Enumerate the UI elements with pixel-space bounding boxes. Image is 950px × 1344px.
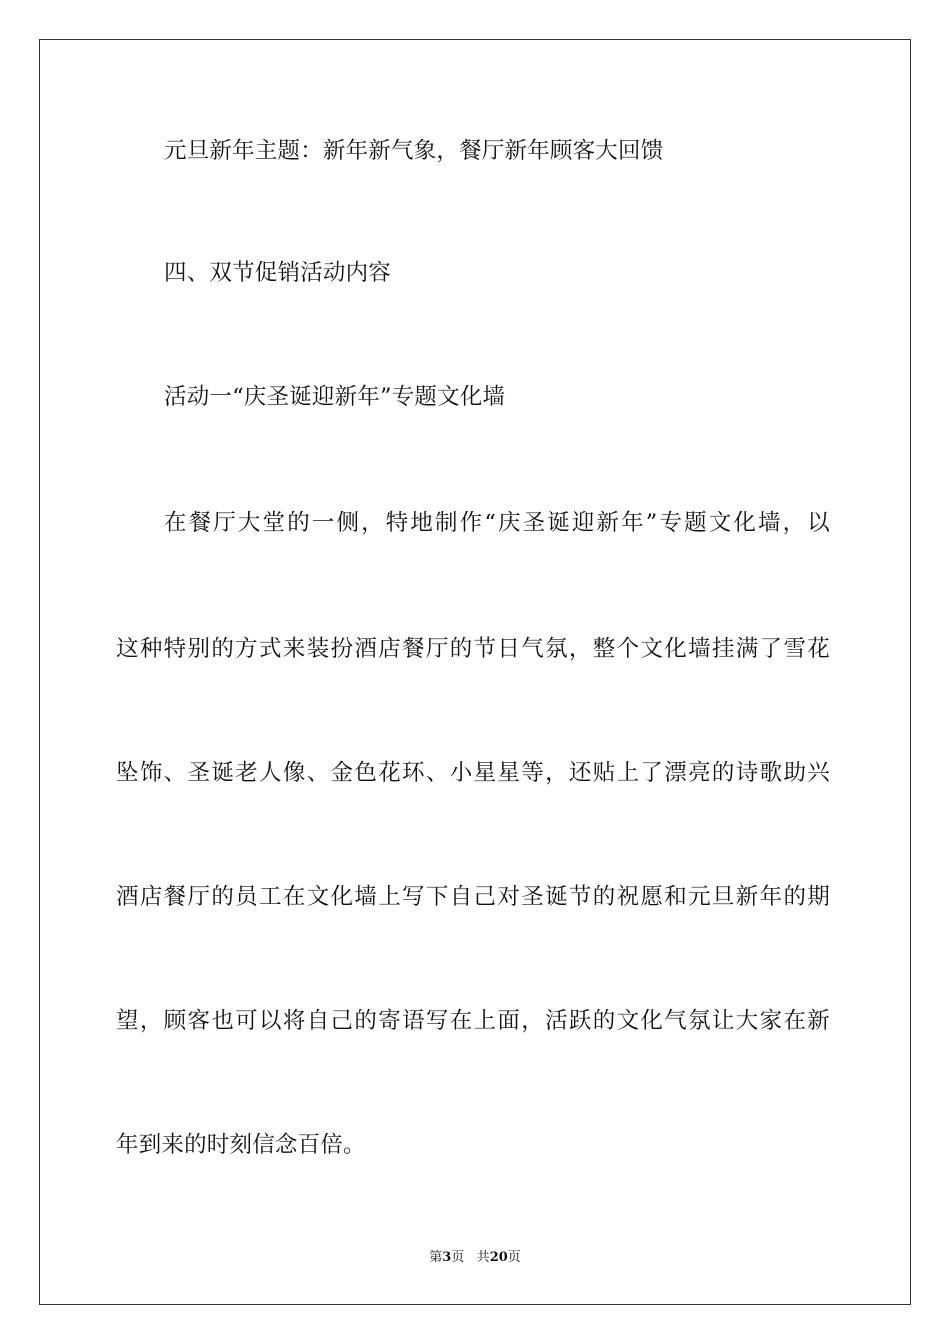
paragraph-line: 坠饰、圣诞老人像、金色花环、小星星等，还贴上了漂亮的诗歌助兴 (116, 760, 830, 786)
paragraph-line: 年到来的时刻信念百倍。 (116, 1132, 366, 1158)
page-border (39, 39, 911, 1305)
paragraph-line: 酒店餐厅的员工在文化墙上写下自己对圣诞节的祝愿和元旦新年的期 (116, 884, 830, 910)
section-heading: 四、双节促销活动内容 (164, 260, 392, 286)
footer-total-label: 页 (507, 1250, 521, 1265)
activity-heading: 活动一“庆圣诞迎新年”专题文化墙 (164, 384, 506, 410)
current-page-number: 3 (442, 1250, 452, 1265)
paragraph-line: 望，顾客也可以将自己的寄语写在上面，活跃的文化气氛让大家在新 (116, 1008, 830, 1034)
page-footer (0, 1246, 950, 1265)
total-page-number: 20 (489, 1250, 508, 1265)
theme-line: 元旦新年主题：新年新气象，餐厅新年顾客大回馈 (164, 138, 664, 164)
footer-total-prefix: 共 (476, 1250, 490, 1265)
paragraph-line: 这种特别的方式来装扮酒店餐厅的节日气氛，整个文化墙挂满了雪花 (116, 636, 830, 662)
footer-page-label: 页 (451, 1250, 465, 1265)
footer-prefix: 第 (429, 1250, 443, 1265)
paragraph-line: 在餐厅大堂的一侧，特地制作“庆圣诞迎新年”专题文化墙，以 (164, 510, 830, 536)
